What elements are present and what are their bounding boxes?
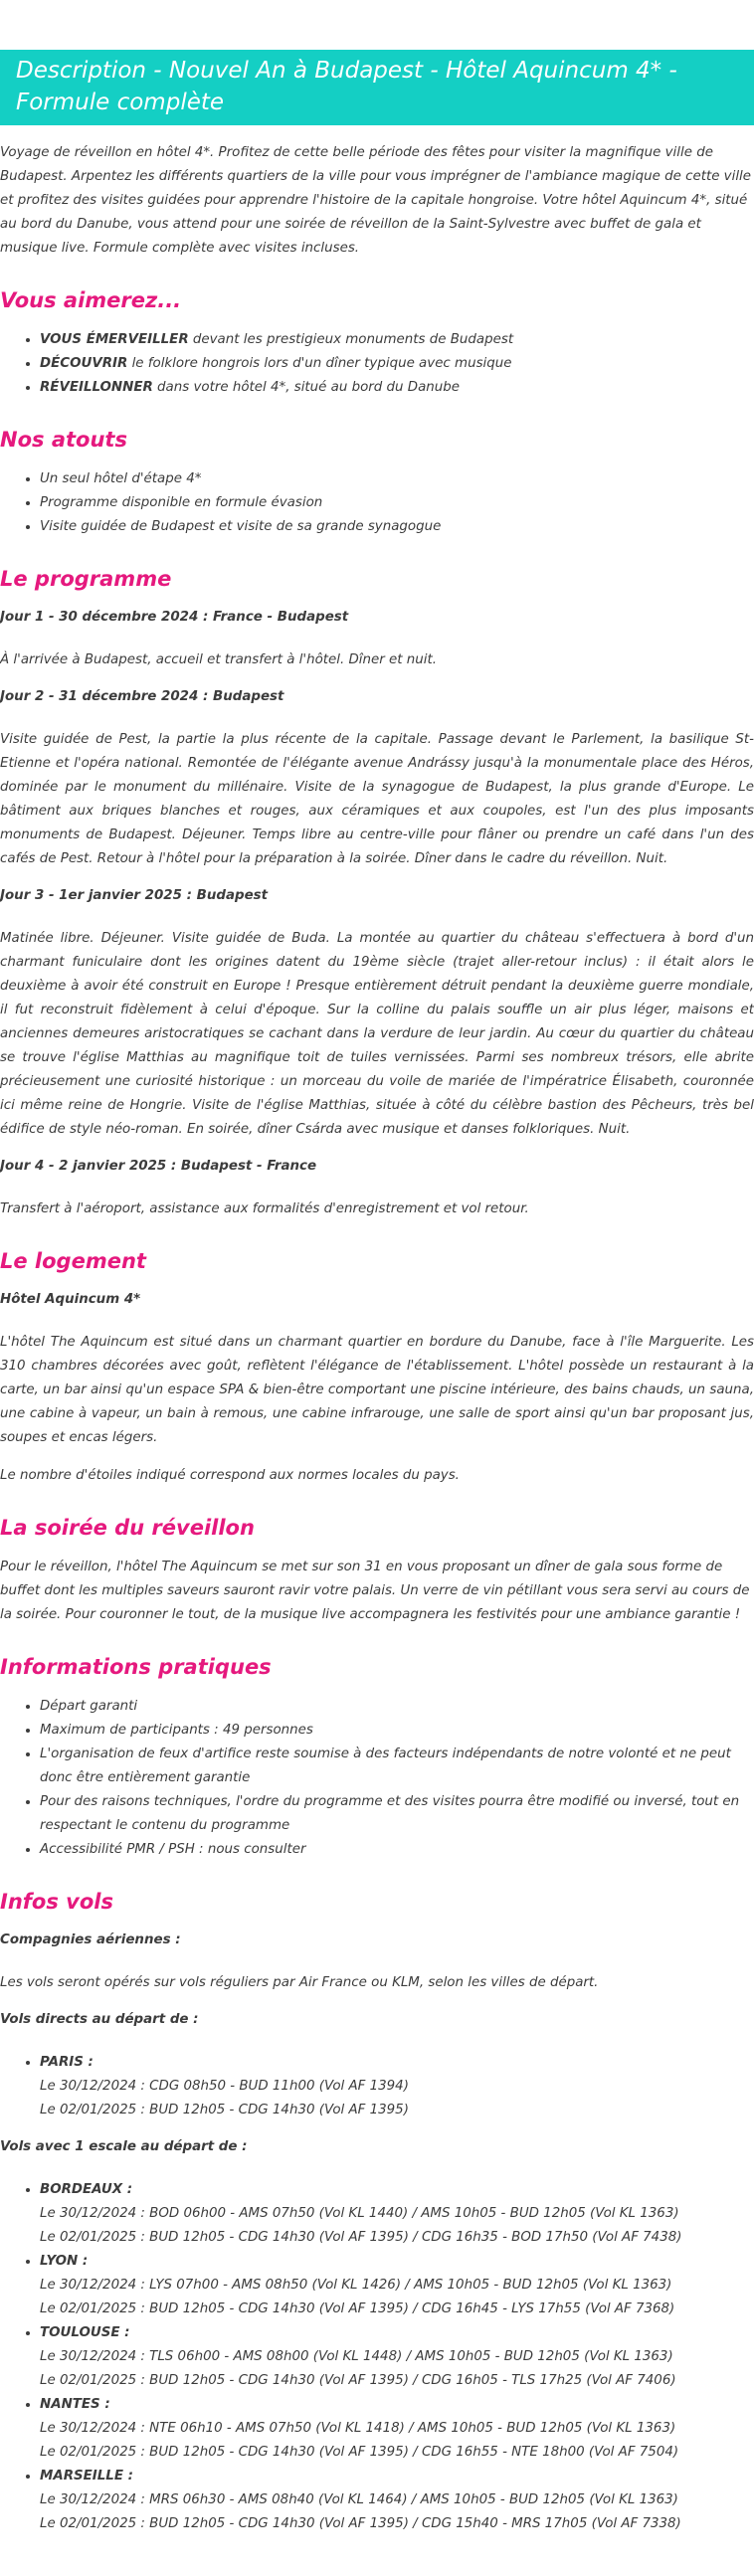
compagnies-text: Les vols seront opérés sur vols réguliers par Air France ou KLM, selon les villes de départ. — [0, 1975, 599, 1990]
vols-directs-label: Vols directs au départ de : — [0, 2012, 199, 2027]
flight-line: Le 02/01/2025 : BUD 12h05 - CDG 14h30 (Vol AF 1395) — [40, 2103, 409, 2117]
city-name: BORDEAUX : — [40, 2182, 133, 2197]
list-item: • Visite guidée de Budapest et visite de sa grande synagogue — [40, 515, 754, 539]
atouts-list — [0, 467, 754, 539]
section-heading-vous-aimerez: Vous aimerez... — [0, 288, 182, 312]
city-name: LYON : — [40, 2254, 89, 2269]
day-title: Jour 2 - 31 décembre 2024 : Budapest — [0, 689, 284, 704]
flight-line: Le 02/01/2025 : BUD 12h05 - CDG 14h30 (Vol AF 1395) / CDG 16h45 - LYS 17h55 (Vol AF 7368) — [40, 2301, 675, 2316]
day-text: À l'arrivée à Budapest, accueil et transfert à l'hôtel. Dîner et nuit. — [0, 652, 437, 667]
flight-city-item — [40, 2321, 754, 2393]
list-item: • Programme disponible en formule évasion — [40, 491, 754, 515]
item-lead: VOUS ÉMERVEILLER — [40, 332, 189, 347]
city-name: PARIS : — [40, 2055, 94, 2070]
flight-line: Le 30/12/2024 : MRS 06h30 - AMS 08h40 (Vol KL 1464) / AMS 10h05 - BUD 12h05 (Vol KL 1363) — [40, 2492, 678, 2507]
hotel-name: Hôtel Aquincum 4* — [0, 1292, 141, 1307]
item-lead: RÉVEILLONNER — [40, 380, 153, 395]
day-text: Matinée libre. Déjeuner. Visite guidée de Buda. La montée au quartier du château s'effectuera à bord d'un charmant funiculaire dont les origines datent du 19ème siècle (trajet aller-retour inclus) : il était alors le deuxième à avoir été construit en Europe ! Presque entièrement détruit pendant la deuxième guerre mondiale, il fut reconstruit fidèlement à celui d'époque. Sur la colline du palais souffle un air plus léger, maisons et anciennes demeures aristocratiques se cachant dans la verdure de leur jardin. Au cœur du quartier du château se trouve l'église Matthias au magnifique toit de tuiles vernissées. Parmi ses nombreux trésors, elle abrite précieusement une curiosité historique : un morceau du voile de mariée de l'impératrice Élisabeth, couronnée ici même reine de Hongrie. Visite de l'église Matthias, située à côté du célèbre bastion des Pêcheurs, très bel édifice de style néo-roman. En soirée, dîner Csárda avec musique et danses folkloriques. Nuit. — [0, 931, 754, 1137]
flight-city-item — [40, 2465, 754, 2536]
flight-city-item — [40, 2393, 754, 2465]
page-title: Description - Nouvel An à Budapest - Hôtel Aquincum 4* - Formule complète — [0, 50, 754, 125]
list-item: • Un seul hôtel d'étape 4* — [40, 467, 754, 491]
item-text: le folklore hongrois lors d'un dîner typique avec musique — [127, 356, 512, 371]
day-text: Visite guidée de Pest, la partie la plus récente de la capitale. Passage devant le Parlement, la basilique St-Etienne et l'opéra national. Remontée de l'élégante avenue Andrássy jusqu'à la monumentale place des Héros, dominée par le monument du millénaire. Visite de la synagogue de Budapest, la plus grande d'Europe. Le bâtiment aux briques blanches et rouges, aux céramiques et aux coupoles, est l'un des plus imposants monuments de Budapest. Déjeuner. Temps libre au centre-ville pour flâner ou prendre un café dans l'un des cafés de Pest. Retour à l'hôtel pour la préparation à la soirée. Dîner dans le cadre du réveillon. Nuit. — [0, 732, 754, 866]
vols-escale-label: Vols avec 1 escale au départ de : — [0, 2139, 248, 2154]
list-item — [40, 352, 754, 376]
list-item: • Maximum de participants : 49 personnes — [40, 1719, 754, 1743]
list-item — [40, 328, 754, 352]
infos-pratiques-list — [0, 1695, 754, 1862]
section-heading-infos-vols: Infos vols — [0, 1890, 113, 1914]
flight-line: Le 02/01/2025 : BUD 12h05 - CDG 14h30 (Vol AF 1395) / CDG 16h35 - BOD 17h50 (Vol AF 7438) — [40, 2230, 682, 2245]
item-text: devant les prestigieux monuments de Budapest — [188, 332, 514, 347]
section-heading-atouts: Nos atouts — [0, 428, 127, 452]
list-item: • Départ garanti — [40, 1695, 754, 1719]
flight-line: Le 30/12/2024 : CDG 08h50 - BUD 11h00 (Vol AF 1394) — [40, 2079, 409, 2094]
flight-line: Le 30/12/2024 : TLS 06h00 - AMS 08h00 (Vol KL 1448) / AMS 10h05 - BUD 12h05 (Vol KL 1363) — [40, 2349, 673, 2364]
day-title: Jour 4 - 2 janvier 2025 : Budapest - France — [0, 1159, 317, 1174]
flight-line: Le 02/01/2025 : BUD 12h05 - CDG 14h30 (Vol AF 1395) / CDG 15h40 - MRS 17h05 (Vol AF 7338) — [40, 2516, 681, 2531]
section-heading-reveillon: La soirée du réveillon — [0, 1516, 255, 1540]
vols-directs-list — [0, 2051, 754, 2122]
city-name: NANTES : — [40, 2397, 110, 2412]
flight-line: Le 30/12/2024 : NTE 06h10 - AMS 07h50 (Vol KL 1418) / AMS 10h05 - BUD 12h05 (Vol KL 1363) — [40, 2421, 676, 2436]
list-item — [40, 376, 754, 400]
intro-paragraph: Voyage de réveillon en hôtel 4*. Profitez de cette belle période des fêtes pour visiter la magnifique ville de Budapest. Arpentez les différents quartiers de la ville pour vous imprégner de l'ambiance magique de cette ville et profitez des visites guidées pour apprendre l'histoire de la capitale hongroise. Votre hôtel Aquincum 4*, situé au bord du Danube, vous attend pour une soirée de réveillon de la Saint-Sylvestre avec buffet de gala et musique live. Formule complète avec visites incluses. — [0, 145, 752, 256]
stars-note: Le nombre d'étoiles indiqué correspond aux normes locales du pays. — [0, 1468, 460, 1483]
flight-city-item — [40, 2178, 754, 2250]
section-heading-programme: Le programme — [0, 567, 172, 591]
flight-line: Le 02/01/2025 : BUD 12h05 - CDG 14h30 (Vol AF 1395) / CDG 16h05 - TLS 17h25 (Vol AF 7406) — [40, 2373, 676, 2388]
flight-city-item — [40, 2250, 754, 2321]
hotel-description: L'hôtel The Aquincum est situé dans un charmant quartier en bordure du Danube, face à l'île Marguerite. Les 310 chambres décorées avec goût, reflètent l'élégance de l'établissement. L'hôtel possède un restaurant à la carte, un bar ainsi qu'un espace SPA & bien-être comportant une piscine intérieure, des bains chauds, un sauna, une cabine à vapeur, un bain à remous, une cabine infrarouge, une salle de sport ainsi qu'un bar proposant jus, soupes et encas légers. — [0, 1335, 754, 1445]
list-item: • L'organisation de feux d'artifice reste soumise à des facteurs indépendants de notre volonté et ne peut donc être entièrement garantie — [40, 1743, 754, 1790]
day-text: Transfert à l'aéroport, assistance aux formalités d'enregistrement et vol retour. — [0, 1201, 529, 1216]
item-text: dans votre hôtel 4*, situé au bord du Danube — [152, 380, 461, 395]
section-heading-infos-pratiques: Informations pratiques — [0, 1655, 272, 1679]
list-item: • Pour des raisons techniques, l'ordre du programme et des visites pourra être modifié ou inversé, tout en respectant le contenu du programme — [40, 1790, 754, 1838]
compagnies-label: Compagnies aériennes : — [0, 1932, 181, 1947]
flight-line: Le 02/01/2025 : BUD 12h05 - CDG 14h30 (Vol AF 1395) / CDG 16h55 - NTE 18h00 (Vol AF 7504) — [40, 2445, 679, 2460]
day-title: Jour 3 - 1er janvier 2025 : Budapest — [0, 888, 269, 903]
reveillon-text: Pour le réveillon, l'hôtel The Aquincum se met sur son 31 en vous proposant un dîner de gala sous forme de buffet dont les multiples saveurs sauront ravir votre palais. Un verre de vin pétillant vous sera servi au cours de la soirée. Pour couronner le tout, de la musique live accompagnera les festivités pour une ambiance garantie ! — [0, 1560, 750, 1622]
vols-escale-list — [0, 2178, 754, 2536]
section-heading-logement: Le logement — [0, 1249, 146, 1273]
city-name: MARSEILLE : — [40, 2469, 134, 2484]
day-title: Jour 1 - 30 décembre 2024 : France - Budapest — [0, 610, 349, 625]
flight-city-item — [40, 2051, 754, 2122]
flight-line: Le 30/12/2024 : LYS 07h00 - AMS 08h50 (Vol KL 1426) / AMS 10h05 - BUD 12h05 (Vol KL 1363) — [40, 2278, 672, 2293]
item-lead: DÉCOUVRIR — [40, 356, 128, 371]
flight-line: Le 30/12/2024 : BOD 06h00 - AMS 07h50 (Vol KL 1440) / AMS 10h05 - BUD 12h05 (Vol KL 1363) — [40, 2206, 679, 2221]
list-item: • Accessibilité PMR / PSH : nous consulter — [40, 1838, 754, 1862]
city-name: TOULOUSE : — [40, 2325, 130, 2340]
vous-aimerez-list — [0, 328, 754, 400]
